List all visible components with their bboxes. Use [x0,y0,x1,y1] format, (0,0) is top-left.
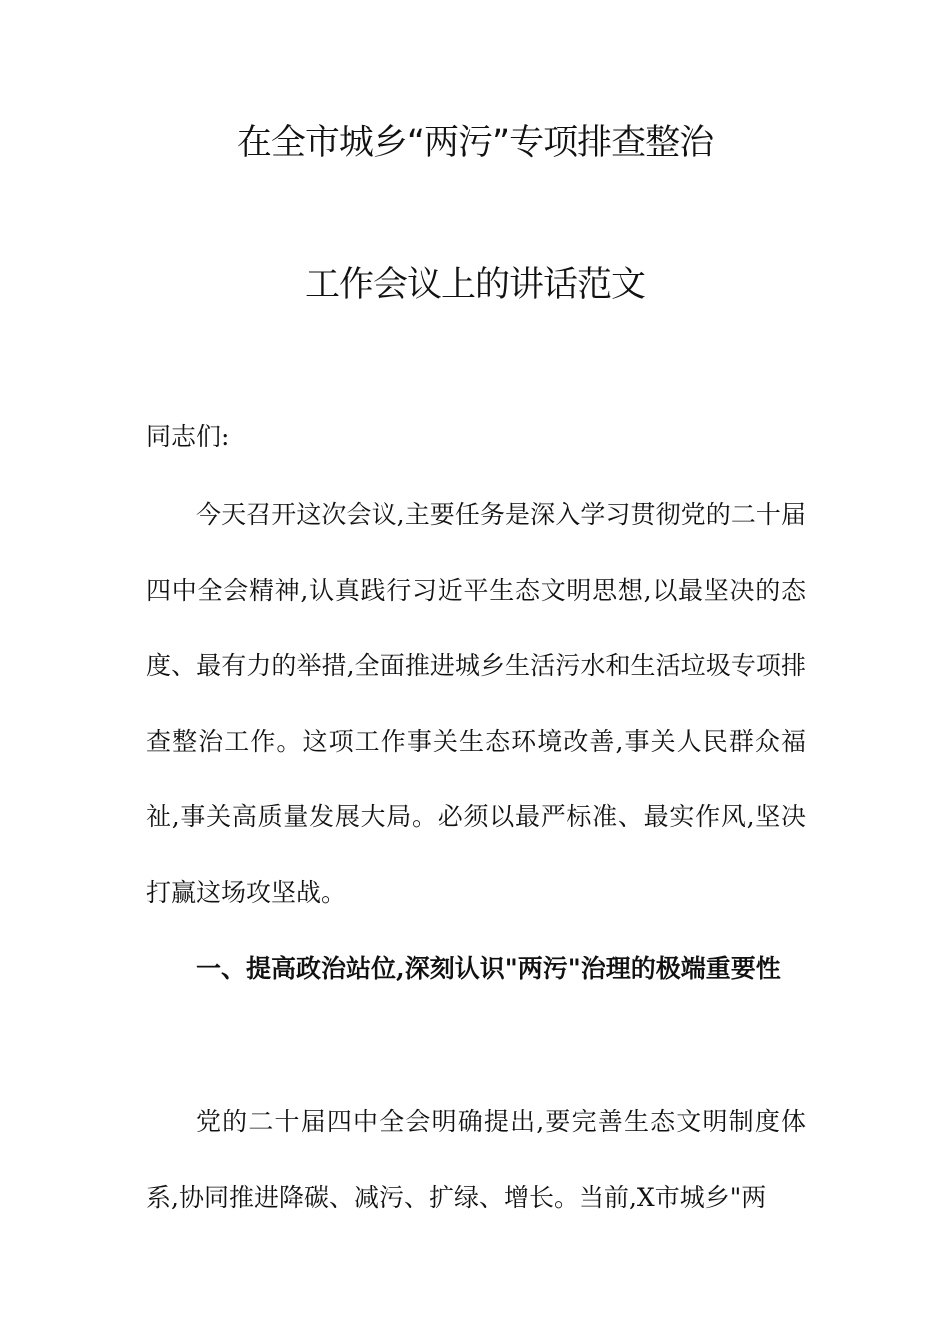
body-paragraph-2: 党的二十届四中全会明确提出,要完善生态文明制度体系,协同推进降碳、减污、扩绿、增长。当前,X市城乡"两 [146,1107,806,1212]
document-title-line-1: 在全市城乡“两污”专项排查整治 [236,123,714,163]
body-paragraph-1: 今天召开这次会议,主要任务是深入学习贯彻党的二十届四中全会精神,认真践行习近平生态文明思想,以最坚决的态度、最有力的举措,全面推进城乡生活污水和生活垃圾专项排查整治工作。这项工作事关生态环境改善,事关人民群众福祉,事关高质量发展大局。必须以最严标准、最实作风,坚决打赢这场攻坚战。 [146,500,806,907]
document-title-line-2: 工作会议上的讲话范文 [304,265,645,305]
section-heading-1: 一、提高政治站位,深刻认识"两污"治理的极端重要性 [196,954,781,983]
salutation: 同志们: [146,422,230,451]
